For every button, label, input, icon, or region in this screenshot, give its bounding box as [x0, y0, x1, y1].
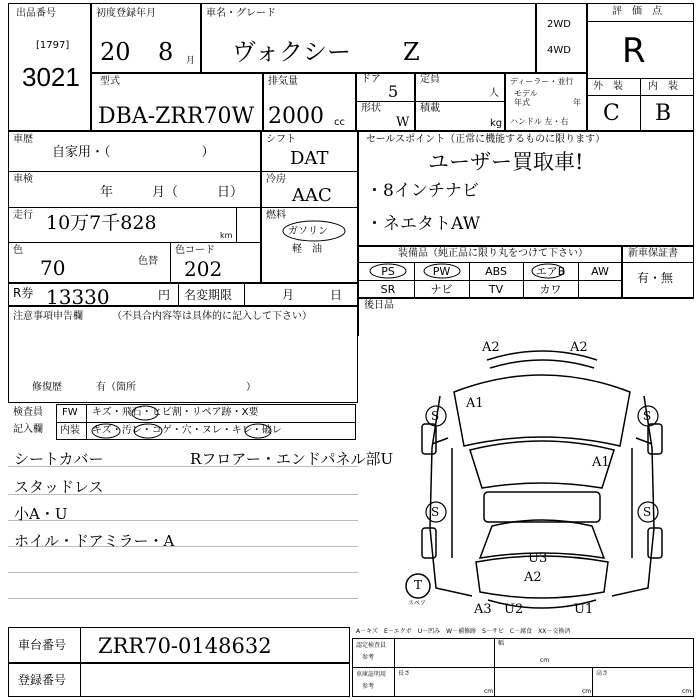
car-name: ヴォクシー	[232, 38, 352, 66]
equip-aw: AW	[591, 265, 609, 278]
inspector-int-items: キズ・汚レ・コゲ・穴・ヌレ・キレ・破レ	[92, 425, 282, 436]
first-reg-month: 8	[158, 38, 174, 66]
height-label: 高さ	[596, 670, 609, 677]
mileage-label: 走行	[13, 210, 33, 221]
diagram-tire-rl: S	[431, 505, 440, 519]
color-label: 色	[13, 245, 23, 256]
sales-point-line-3: ・ネエタトAW	[366, 214, 481, 234]
interior-grade: B	[655, 101, 672, 126]
inspector-fw-label: FW	[62, 407, 78, 418]
km-unit: km	[220, 231, 233, 240]
diagram-tire-fl: S	[431, 409, 440, 423]
repair-label: 修復歴	[32, 382, 62, 393]
lot-number: 3021	[22, 62, 80, 92]
length-label: 長さ	[398, 670, 411, 677]
history-value: 自家用・（ ）	[52, 145, 215, 160]
color-code-value: 202	[184, 257, 223, 281]
width-unit-2: cm	[582, 688, 592, 695]
drive-2wd: 2WD	[547, 19, 571, 30]
recycle-amount: 13330	[46, 285, 110, 309]
note-line-6	[8, 598, 358, 599]
exterior-grade: C	[603, 101, 620, 126]
handwritten-note-3: 小A・U	[14, 505, 68, 523]
model-year-label-1: モデル	[514, 89, 538, 98]
diagram-spare-label: スペア	[408, 600, 427, 607]
diagram-mark-rear-left: A3	[474, 602, 492, 617]
inspector-circle-marks	[86, 404, 356, 440]
notes-label: 注意事項申告欄	[13, 311, 83, 322]
diagram-mark-right-side: A1	[592, 455, 610, 470]
rear-items-box	[358, 298, 694, 336]
diagram-mark-hood: A1	[466, 396, 484, 411]
name-grade-label: 車名・グレード	[206, 8, 276, 19]
exterior-label: 外 装	[593, 81, 623, 92]
handwritten-note-1: シートカバー	[14, 450, 104, 468]
height-unit: cm	[682, 688, 692, 695]
diagram-tire-fr: S	[643, 409, 652, 423]
recycle-split	[178, 283, 179, 306]
person-unit: 人	[489, 88, 499, 99]
equipment-label: 装備品（純正品に限り丸をつけて下さい）	[398, 248, 588, 259]
door-label: ドア	[361, 74, 381, 85]
month-unit: 月	[186, 56, 196, 66]
shift-label: シフト	[266, 134, 296, 145]
displacement-value: 2000	[268, 104, 324, 129]
diagram-mark-top-right: A2	[570, 340, 588, 355]
door-divider	[356, 101, 415, 102]
capacity-label: 定員	[420, 74, 440, 85]
shift-div-2	[261, 207, 358, 208]
fuel-diesel: 軽 油	[292, 244, 322, 255]
yen-unit: 円	[158, 288, 171, 302]
equip-tv: TV	[488, 283, 504, 296]
chassis-value: ZRR70-0148632	[98, 634, 272, 658]
name-change-label: 名変期限	[184, 288, 233, 302]
cert-col-2	[494, 638, 495, 697]
warranty-div	[622, 262, 694, 263]
sales-point-line-1: ユーザー買取車!	[428, 150, 584, 174]
diagram-spare: T	[414, 578, 423, 592]
registration-label: 登録番号	[18, 673, 67, 687]
diagram-tire-rr: S	[643, 505, 652, 519]
width-unit: cm	[540, 657, 550, 664]
warranty-value: 有・無	[637, 271, 674, 285]
cc-unit: cc	[334, 117, 345, 128]
chassis-label: 車台番号	[18, 638, 67, 652]
width-label: 幅	[498, 640, 505, 647]
color-code-label: 色コード	[175, 245, 215, 256]
handwritten-note-5: Rフロアー・エンドパネル部U	[190, 450, 394, 468]
handwritten-note-4: ホイル・ドアミラー・A	[14, 532, 175, 550]
history-div-2	[8, 207, 261, 208]
dealer-label: ディーラー・並行	[510, 77, 574, 86]
first-reg-label: 初度登録年月	[96, 8, 156, 19]
shift-div-1	[261, 171, 358, 172]
score-divider	[587, 21, 694, 22]
color-value: 70	[40, 256, 66, 280]
equip-pw: PW	[432, 265, 451, 278]
inspection-value: 年 月（ 日）	[100, 185, 244, 200]
cert-col-1	[394, 638, 395, 697]
fuel-label: 燃料	[266, 210, 286, 221]
year-unit: 年	[573, 98, 581, 107]
inspector-label-2: 記入欄	[13, 424, 43, 435]
rear-items-label: 後日品	[364, 300, 394, 311]
load-label: 積載	[420, 103, 440, 114]
color-change-label: 色替	[138, 256, 158, 267]
equip-sr: SR	[380, 283, 396, 296]
ac-value: AAC	[292, 185, 332, 206]
mileage-value: 10万7千828	[46, 212, 157, 234]
diagram-mark-top-left: A2	[482, 340, 500, 355]
diagram-mark-rear-right: U1	[574, 602, 594, 617]
notes-sub-label: （不具合内容等は具体的に記入して下さい）	[112, 311, 312, 322]
displacement-label: 排気量	[268, 76, 298, 87]
handle-label: ハンドル 左・右	[510, 117, 569, 126]
recycle-label: R券	[13, 286, 34, 300]
cert-col-3	[592, 667, 593, 697]
score-split	[640, 78, 641, 131]
approver-label: 認定検査員	[356, 642, 387, 649]
fuel-gas: ガソリン	[288, 226, 328, 237]
door-value: 5	[388, 82, 399, 101]
inspector-fw-items: キズ・飛石・ヒビ割・リペア跡・X要	[92, 407, 259, 418]
length-unit: cm	[484, 688, 494, 695]
name-change-value: 月 日	[282, 288, 343, 302]
shape-value: W	[396, 115, 410, 130]
kg-unit: kg	[490, 118, 503, 129]
km-split	[236, 207, 237, 242]
history-div-1	[8, 171, 261, 172]
sales-point-line-2: ・8インチナビ	[366, 181, 479, 201]
drive-4wd: 4WD	[547, 45, 571, 56]
score-label: 評 価 点	[612, 6, 662, 17]
diagram-mark-roof: U3	[528, 551, 548, 566]
score-value: R	[622, 31, 646, 71]
repair-value: 有（箇所 ）	[96, 382, 256, 393]
equip-navi: ナビ	[430, 283, 453, 296]
equip-abs: ABS	[485, 265, 507, 278]
car-damage-diagram	[392, 338, 692, 620]
equipment-circle-marks	[362, 262, 582, 280]
equip-div-2	[358, 280, 622, 281]
vehicle-cert-label: 車庫証明用	[356, 671, 387, 678]
shape-label: 形状	[361, 103, 381, 114]
vehicle-cert-sub: 参考	[362, 683, 375, 690]
lot-small-number: [1797]	[36, 40, 70, 51]
history-div-3	[8, 242, 261, 243]
equip-leather: カワ	[539, 283, 562, 296]
recycle-split-2	[244, 283, 245, 306]
warranty-label: 新車保証書	[628, 248, 678, 259]
color-split	[170, 242, 171, 283]
diagram-mark-trunk: A2	[524, 570, 542, 585]
model-value: DBA-ZRR70W	[98, 104, 255, 129]
capacity-divider	[415, 101, 505, 102]
fuel-circle-mark	[280, 218, 352, 244]
lot-label: 出品番号	[16, 8, 56, 19]
interior-label: 内 装	[648, 81, 678, 92]
cert-mid	[352, 667, 694, 668]
equip-ps: PS	[381, 265, 395, 278]
sales-point-label: セールスポイント（正常に機能するものに限ります）	[366, 134, 606, 145]
model-label: 型式	[100, 76, 120, 87]
equip-airbag: エアB	[535, 265, 566, 278]
ac-label: 冷房	[266, 174, 286, 185]
note-line-5	[8, 572, 358, 573]
inspector-int-label: 内装	[60, 425, 80, 436]
first-reg-year: 20	[100, 38, 131, 66]
damage-legend: A－キズ E－エクボ U－凹み W－補修跡 S－サビ C－腐食 XX－交換済	[356, 628, 571, 635]
approver-sub: 参考	[362, 654, 375, 661]
model-year-label-2: 年式	[514, 98, 530, 107]
car-grade: Z	[403, 38, 420, 66]
inspection-label: 車検	[13, 174, 33, 185]
handwritten-note-2: スタッドレス	[14, 478, 104, 496]
diagram-mark-rear-mid: U2	[504, 602, 524, 617]
inspector-label-1: 検査員	[13, 407, 43, 418]
drive-box	[536, 3, 587, 73]
shift-value: DAT	[290, 148, 329, 169]
history-label: 車歴	[13, 134, 33, 145]
